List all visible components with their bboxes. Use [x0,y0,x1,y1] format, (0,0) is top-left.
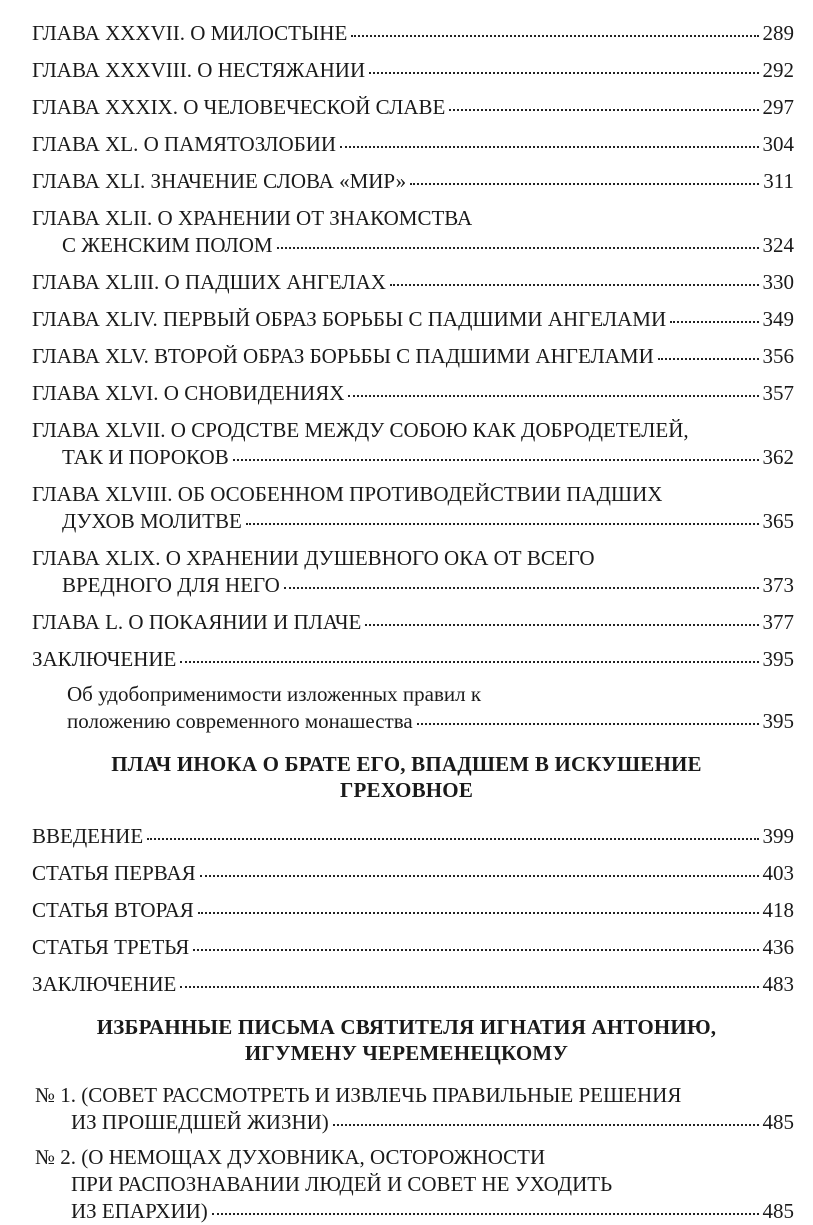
page-number: 418 [762,898,794,922]
toc-entry [32,57,794,84]
entry-title: СТАТЬЯ ПЕРВАЯ [32,861,196,885]
leader-dots [670,317,758,323]
leader-dots [212,1209,759,1215]
page-number: 377 [762,610,794,634]
entry-title: ГЛАВА XXXVIII. О НЕСТЯЖАНИИ [32,58,366,82]
page-number: 395 [762,709,794,733]
leader-dots [246,519,759,525]
entry-title-line1: ГЛАВА XLII. О ХРАНЕНИИ ОТ ЗНАКОМСТВА [32,206,473,230]
toc-part1 [0,20,813,735]
page-number: 485 [762,1110,794,1134]
toc-entry [32,269,794,296]
toc-entry [32,545,794,599]
page-number: 311 [763,169,794,193]
entry-title-line2: ИЗ ПРОШЕДШЕЙ ЖИЗНИ) [71,1110,329,1134]
toc-entry [32,343,794,370]
entry-title: ЗАКЛЮЧЕНИЕ [32,972,177,996]
page-number: 403 [762,861,794,885]
toc-entry [32,934,794,961]
entry-title: ГЛАВА XXXIX. О ЧЕЛОВЕЧЕСКОЙ СЛАВЕ [32,95,446,119]
entry-title-line2: ПРИ РАСПОЗНАВАНИИ ЛЮДЕЙ И СОВЕТ НЕ УХОДИТЬ [71,1172,613,1196]
entry-title-line2: положению современного монашества [67,709,413,733]
entry-title: ГЛАВА L. О ПОКАЯНИИ И ПЛАЧЕ [32,610,362,634]
page-number: 365 [762,509,794,533]
leader-dots [233,455,759,461]
toc-entry [35,1144,794,1225]
section-title-line1: ИЗБРАННЫЕ ПИСЬМА СВЯТИТЕЛЯ ИГНАТИЯ АНТОНИЮ, [96,1015,717,1039]
leader-dots [180,657,758,663]
entry-title-line2: ТАК И ПОРОКОВ [62,445,229,469]
toc-entry [32,860,794,887]
section-title-line2: ИГУМЕНУ ЧЕРЕМЕНЕЦКОМУ [244,1041,569,1065]
leader-dots [147,834,758,840]
entry-title-line1: ГЛАВА XLVIII. ОБ ОСОБЕННОМ ПРОТИВОДЕЙСТВИИ ПАДШИХ [32,482,663,506]
toc-entry [32,481,794,535]
entry-title: ГЛАВА XLIII. О ПАДШИХ АНГЕЛАХ [32,270,386,294]
section-title [40,751,773,803]
page-number: 356 [762,344,794,368]
toc-section3 [0,1014,813,1225]
page-number: 485 [762,1199,794,1223]
toc-entry [32,609,794,636]
entry-title: СТАТЬЯ ТРЕТЬЯ [32,935,190,959]
entry-title: ГЛАВА XL. О ПАМЯТОЗЛОБИИ [32,132,337,156]
entry-title-line3: ИЗ ЕПАРХИИ) [71,1199,208,1223]
toc-entry [32,168,794,195]
section-title [40,1014,773,1066]
page-number: 436 [762,935,794,959]
entry-title: ГЛАВА XLVI. О СНОВИДЕНИЯХ [32,381,345,405]
section-title-line1: ПЛАЧ ИНОКА О БРАТЕ ЕГО, ВПАДШЕМ В ИСКУШЕНИЕ [111,752,702,776]
entry-title-line2: С ЖЕНСКИМ ПОЛОМ [62,233,273,257]
leader-dots [180,982,758,988]
entry-title: СТАТЬЯ ВТОРАЯ [32,898,194,922]
page-number: 357 [762,381,794,405]
leader-dots [369,68,758,74]
leader-dots [333,1120,759,1126]
leader-dots [277,243,759,249]
leader-dots [284,583,759,589]
toc-entry [32,417,794,471]
entry-title: ГЛАВА XXXVII. О МИЛОСТЫНЕ [32,21,348,45]
leader-dots [340,142,758,148]
page-number: 362 [762,445,794,469]
leader-dots [449,105,758,111]
leader-dots [348,391,758,397]
toc-entry [32,646,794,673]
toc-entry [35,1082,794,1136]
page-number: 292 [762,58,794,82]
page-number: 289 [762,21,794,45]
leader-dots [417,719,759,725]
toc-entry [32,380,794,407]
toc-entry [32,94,794,121]
toc-entry [32,971,794,998]
leader-dots [200,871,759,877]
page-number: 304 [762,132,794,156]
entry-title: ГЛАВА XLI. ЗНАЧЕНИЕ СЛОВА «МИР» [32,169,407,193]
leader-dots [365,620,758,626]
toc-entry [32,20,794,47]
page-number: 297 [762,95,794,119]
entry-title-line1: ГЛАВА XLVII. О СРОДСТВЕ МЕЖДУ СОБОЮ КАК ДОБРОДЕТЕЛЕЙ, [32,418,689,442]
entry-title-line1: № 1. (СОВЕТ РАССМОТРЕТЬ И ИЗВЛЕЧЬ ПРАВИЛЬНЫЕ РЕШЕНИЯ [35,1083,682,1107]
leader-dots [198,908,759,914]
section-title-line2: ГРЕХОВНОЕ [339,778,474,802]
page-number: 330 [762,270,794,294]
entry-title-line1: № 2. (О НЕМОЩАХ ДУХОВНИКА, ОСТОРОЖНОСТИ [35,1145,546,1169]
entry-title: ВВЕДЕНИЕ [32,824,144,848]
page-number: 324 [762,233,794,257]
page-number: 373 [762,573,794,597]
page-number: 395 [762,647,794,671]
leader-dots [351,31,758,37]
page-number: 349 [762,307,794,331]
toc-section2 [0,751,813,998]
entry-title: ГЛАВА XLV. ВТОРОЙ ОБРАЗ БОРЬБЫ С ПАДШИМИ АНГЕЛАМИ [32,344,654,368]
toc-entry [32,823,794,850]
entry-title: ЗАКЛЮЧЕНИЕ [32,647,177,671]
entry-title-line2: ДУХОВ МОЛИТВЕ [62,509,242,533]
entry-title-line2: ВРЕДНОГО ДЛЯ НЕГО [62,573,280,597]
toc-entry [32,306,794,333]
toc-entry [32,131,794,158]
toc-entry [32,897,794,924]
page-number: 399 [762,824,794,848]
entry-title-line1: ГЛАВА XLIX. О ХРАНЕНИИ ДУШЕВНОГО ОКА ОТ ВСЕГО [32,546,595,570]
toc-entry [32,205,794,259]
page-number: 483 [762,972,794,996]
leader-dots [658,354,759,360]
entry-title-line1: Об удобоприменимости изложенных правил к [67,682,482,706]
leader-dots [390,280,759,286]
toc-subentry [67,681,794,735]
leader-dots [410,179,759,185]
leader-dots [193,945,758,951]
entry-title: ГЛАВА XLIV. ПЕРВЫЙ ОБРАЗ БОРЬБЫ С ПАДШИМИ АНГЕЛАМИ [32,307,667,331]
